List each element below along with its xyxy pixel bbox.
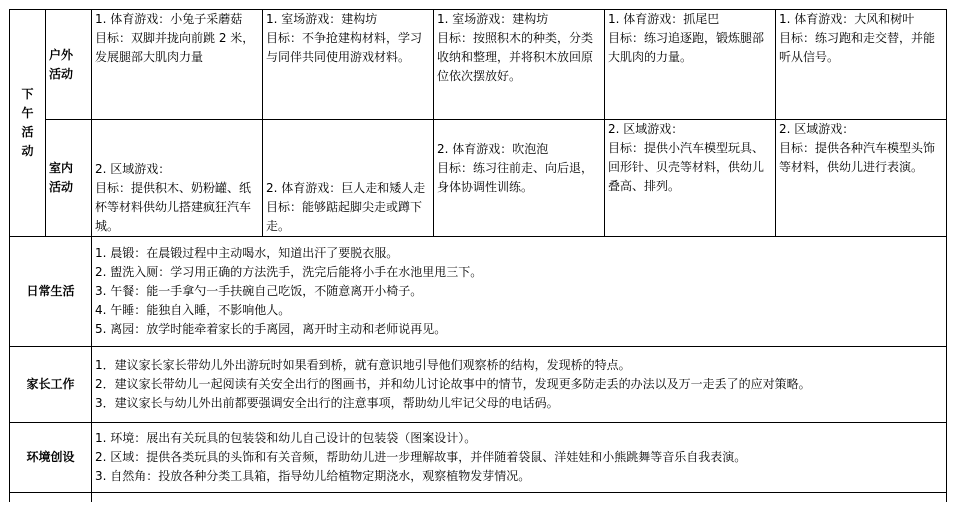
parents-work-row [10, 347, 947, 423]
day-3-indoor-title: 2. 体育游戏：吹泡泡 [437, 141, 549, 156]
truncated-row-label [10, 493, 92, 503]
afternoon-activity-label-text: 下午活动 [21, 87, 34, 158]
day-4-indoor-cell [605, 120, 776, 237]
day-1-outdoor-title: 1. 体育游戏：小兔子采蘑菇 [95, 12, 243, 26]
daily-life-row [10, 237, 947, 347]
environment-item: 3. 自然角：投放各种分类工具箱，指导幼儿给植物定期浇水，观察植物发芽情况。 [95, 469, 531, 483]
day-3-indoor-cell [434, 120, 605, 237]
parents-work-item: 2．建议家长带幼儿一起阅读有关安全出行的图画书，并和幼儿讨论故事中的情节，发现更多防走丢的办法以及万一走丢了的应对策略。 [95, 377, 811, 391]
outdoor-activity-label-text: 户外活动 [49, 47, 74, 81]
truncated-row [10, 493, 947, 503]
daily-life-item: 2. 盥洗入厕：学习用正确的方法洗手，洗完后能将小手在水池里甩三下。 [95, 265, 483, 279]
day-3-outdoor-goal: 目标：按照积木的种类，分类收纳和整理，并将积木放回原位依次摆放好。 [437, 31, 594, 83]
day-4-outdoor-goal: 目标：练习追逐跑，锻炼腿部大肌肉的力量。 [608, 31, 765, 64]
day-2-outdoor-cell [263, 10, 434, 120]
day-4-indoor-title: 2. 区域游戏： [608, 122, 684, 136]
daily-life-item: 3. 午餐：能一手拿勺一手扶碗自己吃饭，不随意离开小椅子。 [95, 284, 423, 298]
day-5-outdoor-title: 1. 体育游戏：大风和树叶 [779, 12, 915, 26]
day-1-indoor-cell [92, 120, 263, 237]
outdoor-activity-label [46, 10, 92, 120]
indoor-activity-label [46, 120, 92, 237]
day-4-outdoor-title: 1. 体育游戏：抓尾巴 [608, 12, 720, 26]
parents-work-label: 家长工作 [10, 347, 92, 423]
afternoon-indoor-row [10, 120, 947, 237]
weekly-plan-table [9, 9, 947, 502]
day-5-indoor-goal: 目标：提供各种汽车模型头饰等材料，供幼儿进行表演。 [779, 141, 936, 174]
day-2-outdoor-title: 1. 室场游戏：建构坊 [266, 12, 378, 26]
day-1-outdoor-cell [92, 10, 263, 120]
daily-life-label: 日常生活 [10, 237, 92, 347]
day-1-indoor-goal: 目标：提供积木、奶粉罐、纸杯等材料供幼儿搭建疯狂汽车城。 [95, 181, 252, 233]
daily-life-item: 4. 午睡：能独自入睡，不影响他人。 [95, 303, 291, 317]
day-1-indoor-title: 2. 区域游戏： [95, 162, 171, 176]
day-3-outdoor-title: 1. 室场游戏：建构坊 [437, 12, 549, 26]
day-5-indoor-cell [776, 120, 947, 237]
day-2-outdoor-goal: 目标：不争抢建构材料，学习与同伴共同使用游戏材料。 [266, 31, 423, 64]
afternoon-activity-label [10, 10, 46, 237]
daily-life-content [92, 237, 947, 347]
day-5-indoor-title: 2. 区域游戏： [779, 122, 855, 136]
day-2-indoor-title: 2. 体育游戏：巨人走和矮人走 [266, 181, 426, 195]
environment-content [92, 423, 947, 493]
parents-work-content [92, 347, 947, 423]
parents-work-item: 1．建议家长家长带幼儿外出游玩时如果看到桥，就有意识地引导他们观察桥的结构，发现桥的特点。 [95, 358, 631, 372]
day-2-indoor-goal: 目标：能够踮起脚尖走或蹲下走。 [266, 200, 423, 233]
truncated-row-content [92, 493, 947, 503]
day-3-indoor-goal: 目标：练习往前走、向后退，身体协调性训练。 [437, 160, 594, 194]
day-5-outdoor-cell [776, 10, 947, 120]
indoor-activity-label-text: 室内活动 [49, 161, 74, 194]
day-4-outdoor-cell [605, 10, 776, 120]
day-5-outdoor-goal: 目标：练习跑和走交替，并能听从信号。 [779, 31, 936, 64]
environment-item: 2. 区域：提供各类玩具的头饰和有关音频，帮助幼儿进一步理解故事，并伴随着袋鼠、洋娃娃和小熊跳舞等音乐自我表演。 [95, 450, 747, 464]
environment-item: 1. 环境：展出有关玩具的包装袋和幼儿自己设计的包装袋（图案设计）。 [95, 431, 477, 445]
day-2-indoor-cell [263, 120, 434, 237]
day-4-indoor-goal: 目标：提供小汽车模型玩具、回形针、贝壳等材料，供幼儿叠高、排列。 [608, 141, 765, 193]
day-1-outdoor-goal: 目标：双脚并拢向前跳 2 米，发展腿部大肌肉力量 [95, 31, 255, 64]
environment-label: 环境创设 [10, 423, 92, 493]
day-3-outdoor-cell [434, 10, 605, 120]
daily-life-item: 1. 晨锻：在晨锻过程中主动喝水，知道出汗了要脱衣服。 [95, 246, 399, 260]
environment-row [10, 423, 947, 493]
parents-work-item: 3．建议家长与幼儿外出前都要强调安全出行的注意事项，帮助幼儿牢记父母的电话码。 [95, 396, 559, 410]
daily-life-item: 5. 离园：放学时能牵着家长的手离园，离开时主动和老师说再见。 [95, 322, 447, 336]
afternoon-outdoor-row [10, 10, 947, 120]
